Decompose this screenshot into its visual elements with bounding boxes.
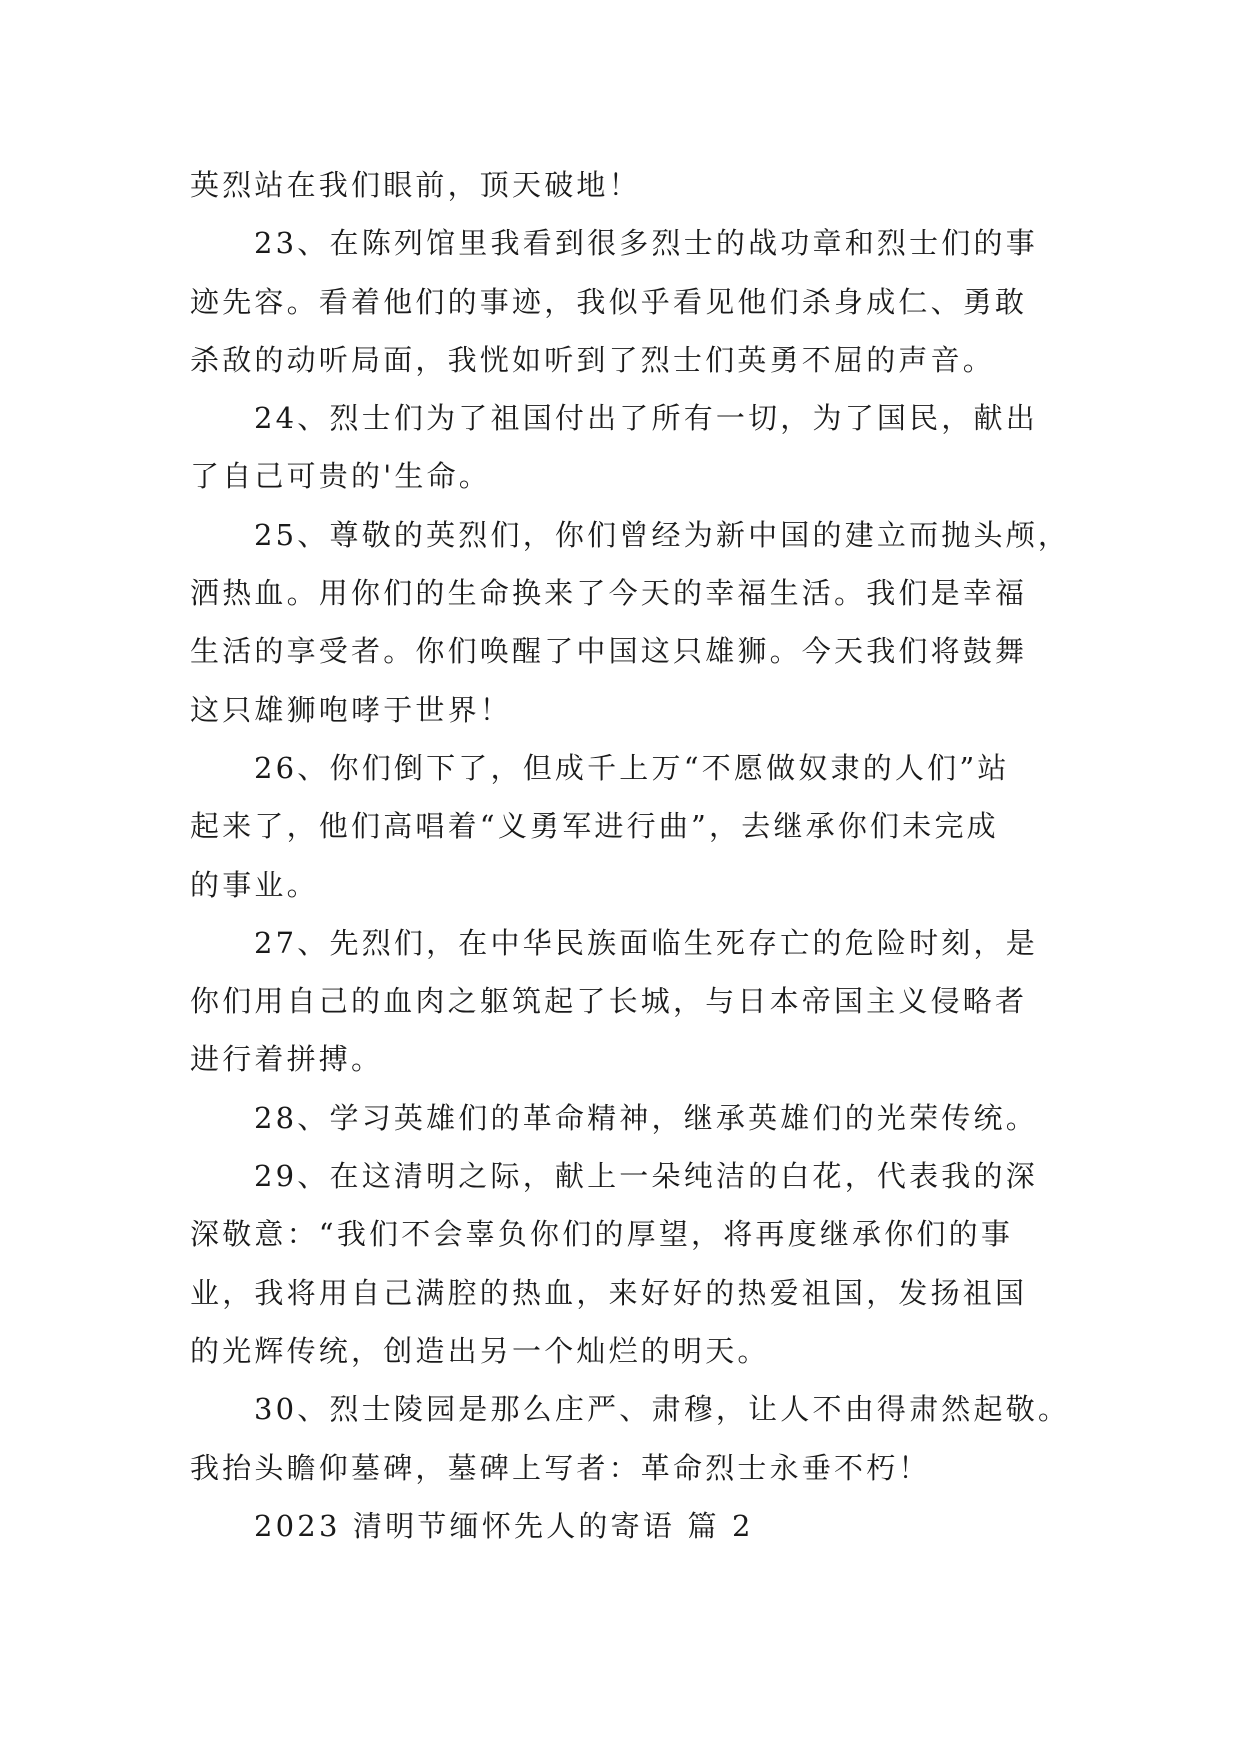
text-line: 杀敌的动听局面，我恍如听到了烈士们英勇不屈的声音。 <box>190 342 996 377</box>
text-line: 业，我将用自己满腔的热血，来好好的热爱祖国，发扬祖国 <box>190 1275 1028 1310</box>
text-line: 我抬头瞻仰墓碑，墓碑上写者：革命烈士永垂不朽！ <box>190 1450 931 1485</box>
text-line: 25、尊敬的英烈们，你们曾经为新中国的建立而抛头颅， <box>254 517 1071 552</box>
text-line: 30、烈士陵园是那么庄严、肃穆，让人不由得肃然起敬。 <box>254 1392 1071 1427</box>
text-line: 起来了，他们高唱着“义勇军进行曲”，去继承你们未完成 <box>190 809 999 844</box>
text-line: 你们用自己的血肉之躯筑起了长城，与日本帝国主义侵略者 <box>190 984 1028 1019</box>
text-line: 进行着拼搏。 <box>190 1042 384 1077</box>
text-line: 了自己可贵的'生命。 <box>190 459 491 494</box>
text-line: 23、在陈列馆里我看到很多烈士的战功章和烈士们的事 <box>254 226 1038 261</box>
text-line: 24、烈士们为了祖国付出了所有一切，为了国民，献出 <box>254 401 1038 436</box>
text-line: 深敬意：“我们不会辜负你们的厚望，将再度继承你们的事 <box>190 1217 1014 1252</box>
text-line: 英烈站在我们眼前，顶天破地！ <box>190 168 641 202</box>
document-body <box>190 156 1090 1555</box>
text-line: 29、在这清明之际，献上一朵纯洁的白花，代表我的深 <box>254 1159 1038 1194</box>
text-line: 27、先烈们，在中华民族面临生死存亡的危险时刻，是 <box>254 925 1038 960</box>
text-line: 这只雄狮咆哮于世界！ <box>190 692 513 727</box>
text-line: 生活的享受者。你们唤醒了中国这只雄狮。今天我们将鼓舞 <box>190 634 1028 669</box>
text-line: 的事业。 <box>190 867 319 902</box>
text-line: 洒热血。用你们的生命换来了今天的幸福生活。我们是幸福 <box>190 576 1028 611</box>
text-line: 迹先容。看着他们的事迹，我似乎看见他们杀身成仁、勇敢 <box>190 284 1028 319</box>
text-line: 26、你们倒下了，但成千上万“不愿做奴隶的人们”站 <box>254 750 1010 785</box>
section-heading: 2023 清明节缅怀先人的寄语 篇 2 <box>254 1508 754 1543</box>
text-line: 28、学习英雄们的革命精神，继承英雄们的光荣传统。 <box>254 1100 1038 1135</box>
text-line: 的光辉传统，创造出另一个灿烂的明天。 <box>190 1333 770 1368</box>
